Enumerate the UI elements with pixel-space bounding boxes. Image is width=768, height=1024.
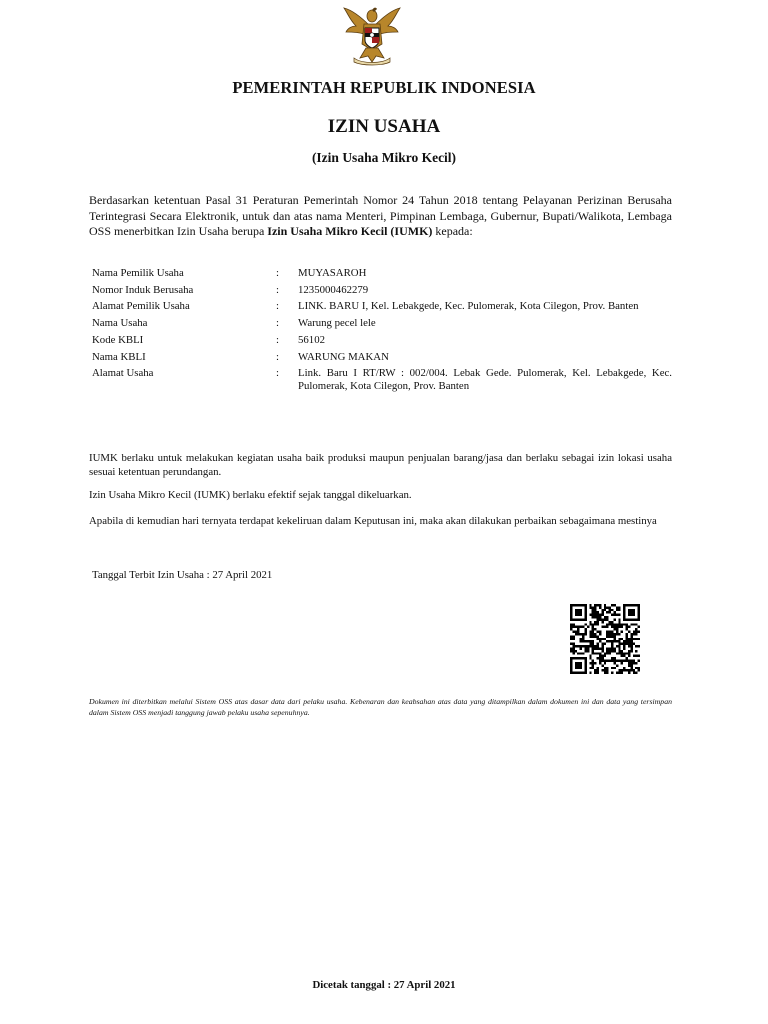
field-value: Warung pecel lele	[298, 317, 376, 330]
field-row-owner-address	[92, 300, 672, 313]
qr-code-icon	[562, 604, 648, 674]
field-label: Nama Pemilik Usaha	[92, 267, 184, 279]
field-colon: :	[276, 350, 279, 363]
field-row-business-address	[92, 367, 672, 393]
field-row-owner-name	[92, 267, 672, 280]
field-row-business-name	[92, 317, 672, 330]
field-label: Kode KBLI	[92, 333, 144, 346]
field-row-nib	[92, 284, 672, 297]
effective-paragraph: Izin Usaha Mikro Kecil (IUMK) berlaku efektif sejak tanggal dikeluarkan.	[89, 489, 412, 501]
field-value: LINK. BARU I, Kel. Lebakgede, Kec. Pulomerak, Kota Cilegon, Prov. Banten	[298, 300, 639, 313]
printed-date: Dicetak tanggal : 27 April 2021	[312, 979, 456, 991]
field-colon: :	[276, 283, 279, 296]
intro-paragraph	[89, 193, 672, 240]
field-colon: :	[276, 333, 279, 346]
field-value: 1235000462279	[298, 283, 369, 296]
field-label: Nama KBLI	[92, 350, 146, 363]
intro-text-end: kepada:	[432, 224, 473, 238]
field-label: Nomor Induk Berusaha	[92, 283, 194, 296]
disclaimer-text: Dokumen ini diterbitkan melalui Sistem OSS atas dasar data dari pelaku usaha. Kebenaran dan keabsahan atas data yang ditampilkan dalam dokumen ini dan data yang tersimpan dalam Sistem OSS menjadi tanggung jawab pelaku usaha sepenuhnya.	[89, 697, 672, 717]
field-value: Link. Baru I RT/RW : 002/004. Lebak Gede. Pulomerak, Kel. Lebakgede, Kec. Pulomerak, Kota Cilegon, Prov. Banten	[298, 367, 672, 393]
correction-paragraph: Apabila di kemudian hari ternyata terdapat kekeliruan dalam Keputusan ini, maka akan dilakukan perbaikan sebagaimana mestinya	[89, 515, 657, 527]
validity-paragraph: IUMK berlaku untuk melakukan kegiatan usaha baik produksi maupun penjualan barang/jasa dan berlaku sebagai izin lokasi usaha sesuai ketentuan perundangan.	[89, 452, 672, 478]
issue-date: Tanggal Terbit Izin Usaha : 27 April 2021	[92, 569, 273, 581]
permit-details	[92, 267, 672, 397]
intro-text: Berdasarkan ketentuan Pasal 31 Peraturan Pemerintah Nomor 24 Tahun 2018 tentang Pelayanan Perizinan Berusaha Terintegrasi Secara Elektronik, untuk dan atas nama Menteri, Pimpinan Lembaga, Gubernur, Bupati/Walikota, Lembaga OSS menerbitkan Izin Usaha berupa	[89, 193, 672, 238]
field-value: WARUNG MAKAN	[298, 350, 389, 363]
intro-bold-permit-type: Izin Usaha Mikro Kecil (IUMK)	[267, 224, 433, 238]
field-label: Alamat Usaha	[92, 367, 154, 380]
field-colon: :	[276, 317, 279, 330]
field-row-kbli-name	[92, 351, 672, 364]
government-heading: PEMERINTAH REPUBLIK INDONESIA	[232, 78, 536, 97]
field-row-kbli-code	[92, 334, 672, 347]
document-subtitle: (Izin Usaha Mikro Kecil)	[311, 150, 457, 165]
field-colon: :	[276, 300, 279, 313]
field-label: Nama Usaha	[92, 317, 148, 330]
document-title: IZIN USAHA	[327, 116, 441, 137]
garuda-emblem-icon	[340, 4, 404, 66]
field-colon: :	[276, 367, 279, 380]
field-colon: :	[276, 267, 279, 279]
field-value: MUYASAROH	[298, 267, 367, 279]
field-label: Alamat Pemilik Usaha	[92, 300, 190, 313]
field-value: 56102	[298, 333, 325, 346]
